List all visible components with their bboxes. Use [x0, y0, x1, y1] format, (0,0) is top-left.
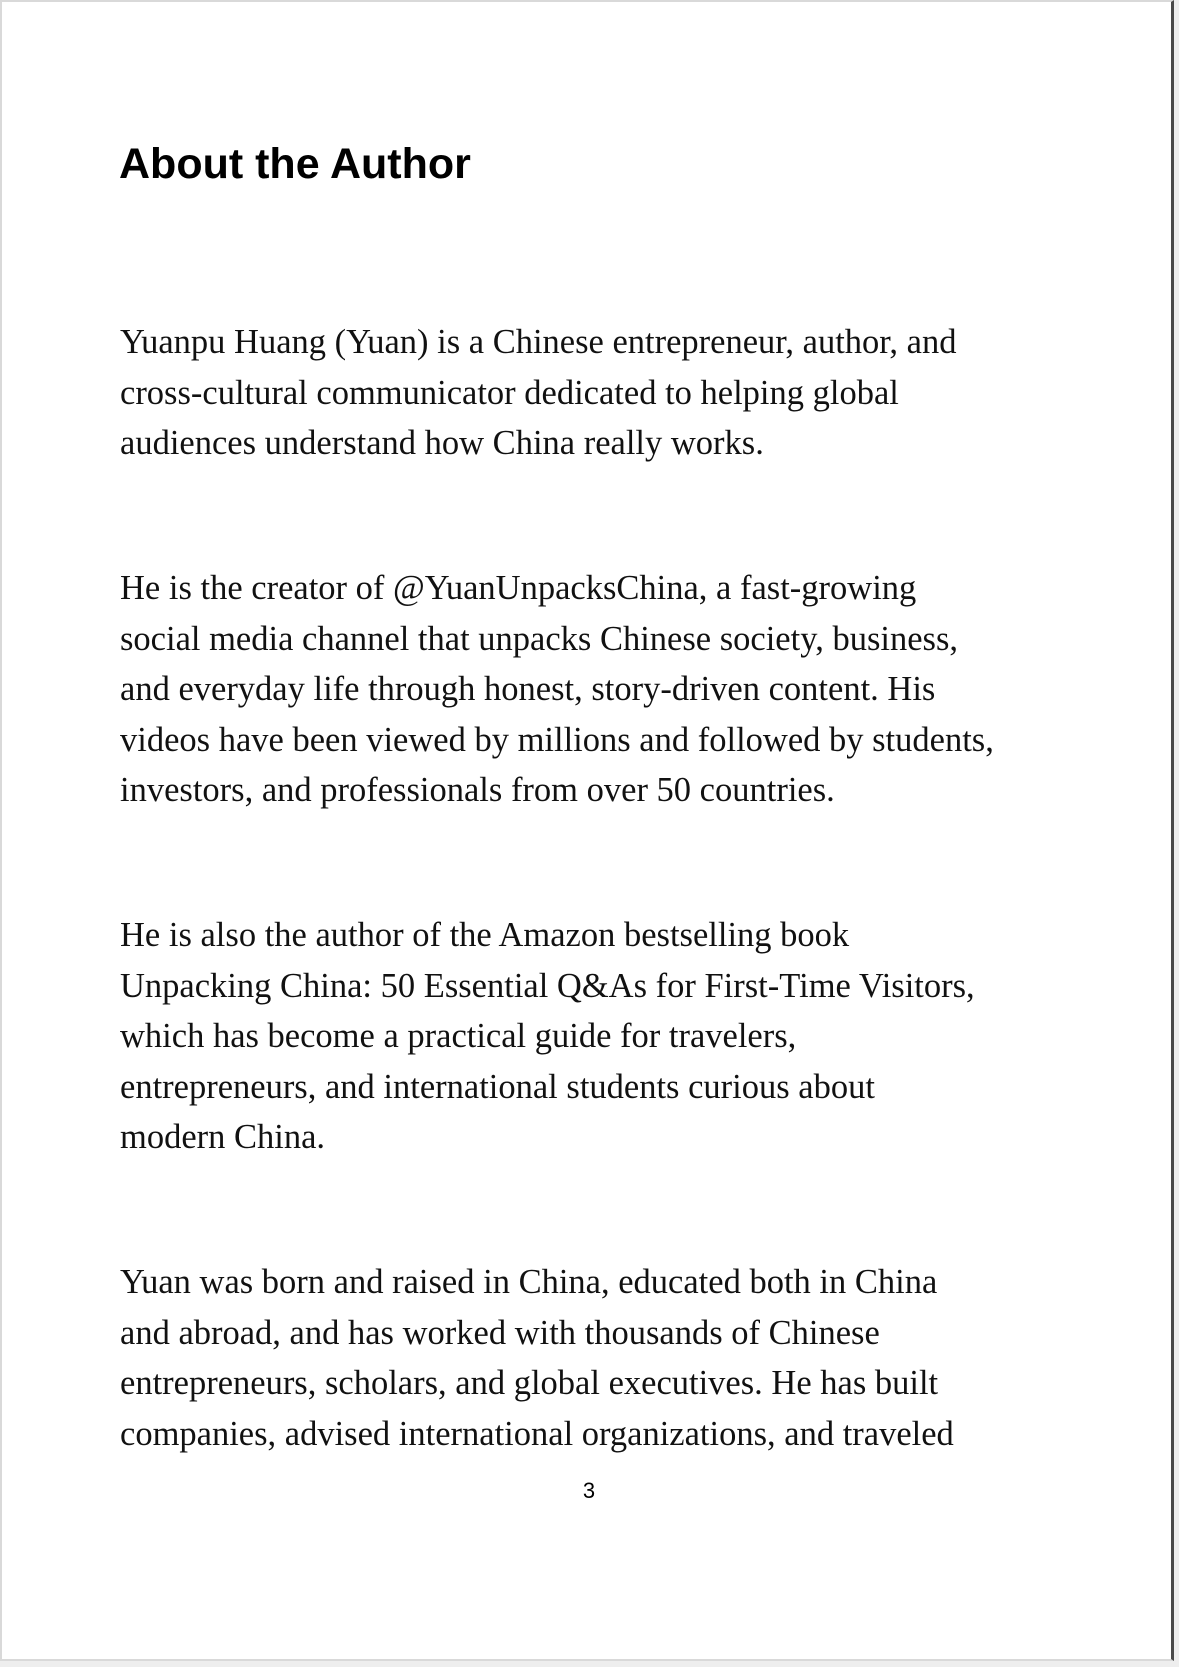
paragraph-background: Yuan was born and raised in China, educated both in China and abroad, and has worked with thousands of Chinese entrepreneurs, scholars, and global executives. He has built companies, advised international organizations, and traveled	[120, 1263, 954, 1453]
paragraph-intro: Yuanpu Huang (Yuan) is a Chinese entrepreneur, author, and cross-cultural communicator dedicated to helping global audiences understand how China really works.	[120, 323, 957, 462]
page-number: 3	[582, 1478, 596, 1503]
paragraph-channel: He is the creator of @YuanUnpacksChina, a fast-growing social media channel that unpacks Chinese society, business, and everyday life through honest, story-driven content. His videos have been viewed by millions and followed by students, investors, and professionals from over 50 countries.	[120, 569, 994, 809]
page-title: About the Author	[119, 140, 471, 188]
paragraph-book: He is also the author of the Amazon bestselling book Unpacking China: 50 Essential Q&As for First-Time Visitors, which has become a practical guide for travelers, entrepreneurs, and international students curious about modern China.	[120, 916, 975, 1156]
